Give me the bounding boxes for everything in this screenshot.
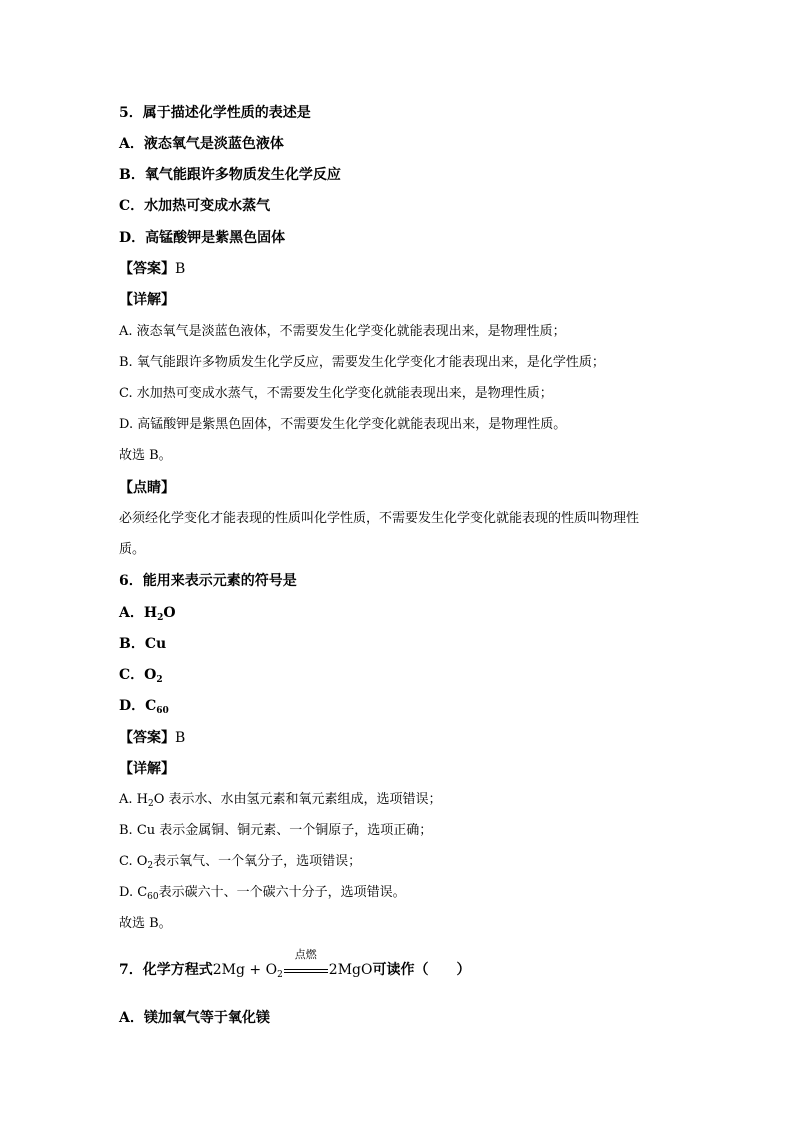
chemical-equation: [212, 948, 373, 980]
q6-detail-c-suffix: 表示氧气、一个氧分子，选项错误；: [153, 854, 362, 869]
reaction-bar-top: [284, 969, 328, 970]
q5-answer: B: [175, 261, 186, 277]
q5-detail-tag: 【详解】: [119, 292, 175, 308]
q5-answer-tag: 【答案】: [119, 261, 175, 277]
q5-tip-line2: 质。: [119, 542, 146, 557]
q6-option-a: [119, 603, 176, 623]
q6-option-c: [119, 665, 163, 685]
q6-option-d-sub: 60: [156, 706, 169, 716]
q6-detail-c: [119, 852, 361, 872]
q5-detail-c: C. 水加热可变成水蒸气，不需要发生化学变化就能表现出来，是物理性质；: [119, 386, 553, 401]
q5-tip-line1: 必须经化学变化才能表现的性质叫化学性质，不需要发生化学变化就能表现的性质叫物理性: [119, 511, 640, 526]
q6-detail-d-prefix: D. C: [119, 885, 148, 900]
reaction-arrow: [284, 948, 328, 977]
q5-detail-d: D. 高锰酸钾是紫黑色固体，不需要发生化学变化就能表现出来，是物理性质。: [119, 417, 567, 432]
q6-option-d-prefix: D．C: [119, 698, 157, 714]
reaction-condition: 点燃: [294, 948, 317, 961]
q5-option-a: A．液态氧气是淡蓝色液体: [119, 136, 284, 152]
q6-detail-c-prefix: C. O: [119, 854, 148, 869]
q5-option-c: C．水加热可变成水蒸气: [119, 198, 271, 214]
q5-tip-tag: 【点睛】: [119, 480, 175, 496]
q5-option-d: D．高锰酸钾是紫黑色固体: [119, 230, 286, 246]
q7-option-a: A．镁加氧气等于氧化镁: [119, 1010, 270, 1026]
q5-detail-a: A. 液态氧气是淡蓝色液体，不需要发生化学变化就能表现出来，是物理性质；: [119, 324, 566, 339]
q6-detail-a-sub: 2: [148, 799, 154, 809]
q6-detail-a-suffix: O 表示水、水由氢元素和氧元素组成，选项错误；: [153, 792, 442, 807]
q5-option-b: B．氧气能跟许多物质发生化学反应: [119, 167, 341, 183]
q6-detail-a-prefix: A. H: [119, 792, 148, 807]
q6-detail-d: [119, 883, 406, 903]
q6-answer-tag: 【答案】: [119, 730, 175, 746]
q5-detail-b: B. 氧气能跟许多物质发生化学反应，需要发生化学变化才能表现出来，是化学性质；: [119, 355, 605, 370]
q7-stem: [119, 948, 471, 980]
q6-detail-a: [119, 790, 442, 810]
q6-option-b: B．Cu: [119, 636, 167, 652]
q5-conclusion: 故选 B。: [119, 448, 172, 463]
q6-answer: B: [175, 730, 186, 746]
q6-option-a-sub: 2: [157, 613, 164, 623]
q6-detail-tag: 【详解】: [119, 761, 175, 777]
q6-detail-d-suffix: 表示碳六十、一个碳六十分子，选项错误。: [158, 885, 406, 900]
q6-option-c-sub: 2: [156, 675, 163, 685]
eq-left: 2Mg + O: [212, 962, 278, 978]
q6-option-d: [119, 696, 169, 716]
q6-option-c-prefix: C．O: [119, 667, 157, 683]
q6-option-a-prefix: A．H: [119, 605, 158, 621]
q6-detail-b: B. Cu 表示金属铜、铜元素、一个铜原子，选项正确；: [119, 823, 433, 838]
q6-conclusion: 故选 B。: [119, 916, 172, 931]
q5-answer-row: [119, 259, 185, 279]
q5-stem: 5．属于描述化学性质的表述是: [119, 105, 311, 121]
q7-stem-suffix: 可读作（ ）: [372, 962, 471, 978]
q6-detail-c-sub: 2: [147, 861, 154, 871]
eq-right: 2MgO: [328, 962, 373, 978]
q6-option-a-suffix: O: [163, 605, 176, 621]
q7-stem-prefix: 7．化学方程式: [119, 962, 213, 978]
q6-detail-d-sub: 60: [147, 892, 159, 902]
q6-answer-row: [119, 728, 185, 748]
q6-stem: 6．能用来表示元素的符号是: [119, 573, 297, 589]
eq-left-sub: 2: [277, 970, 283, 980]
reaction-bar-bottom: [284, 972, 328, 973]
